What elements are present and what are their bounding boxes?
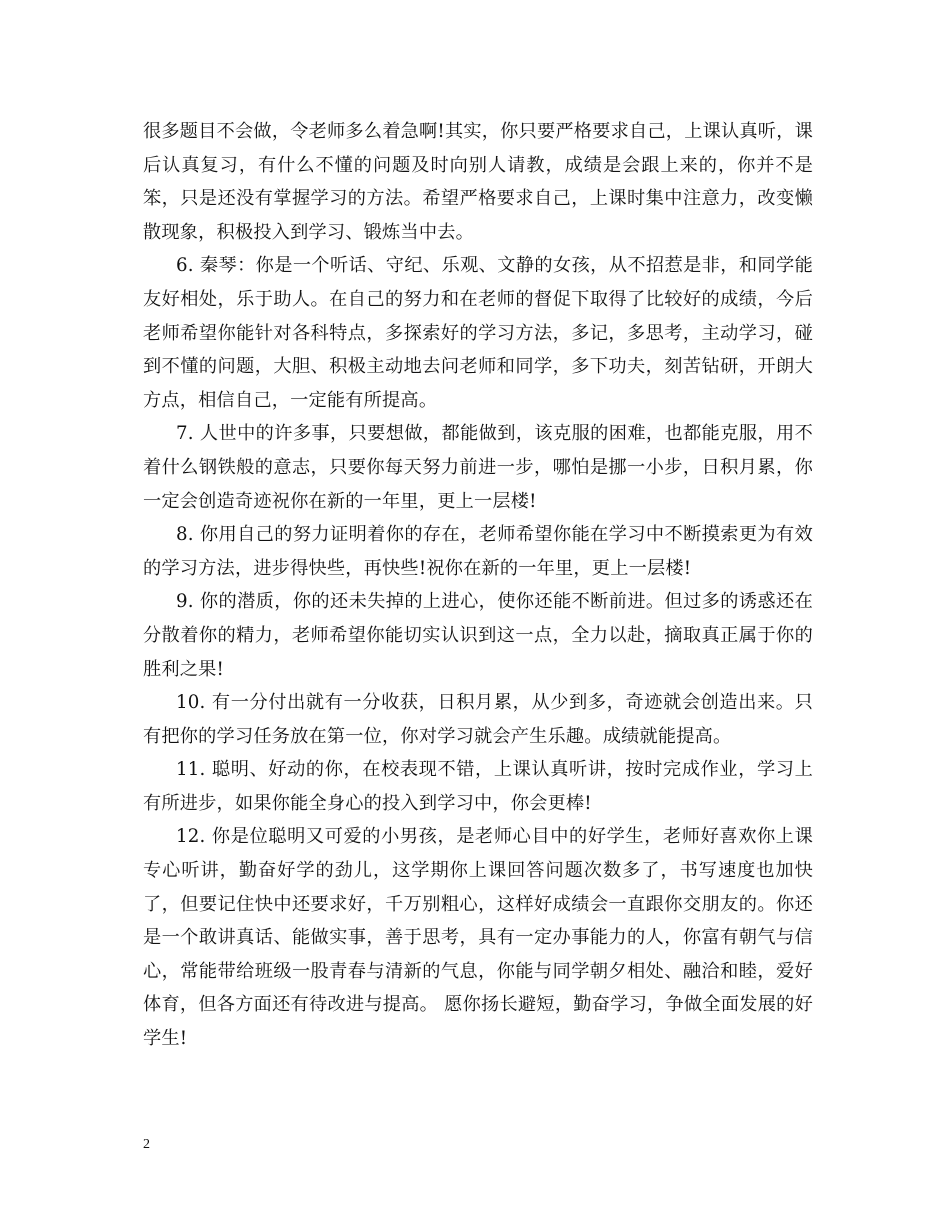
document-body [143, 115, 813, 1056]
paragraph-comment-11: 11. 聪明、好动的你，在校表现不错，上课认真听讲，按时完成作业，学习上有所进步，如果你能全身心的投入到学习中，你会更棒! [143, 759, 813, 814]
paragraph-comment-10: 10. 有一分付出就有一分收获，日积月累，从少到多，奇迹就会创造出来。只有把你的学习任务放在第一位，你对学习就会产生乐趣。成绩就能提高。 [143, 692, 813, 747]
paragraph-continuation: 很多题目不会做，令老师多么着急啊!其实，你只要严格要求自己，上课认真听，课后认真复习，有什么不懂的问题及时向别人请教，成绩是会跟上来的，你并不是笨，只是还没有掌握学习的方法。希望严格要求自己，上课时集中注意力，改变懒散现象，积极投入到学习、锻炼当中去。 [143, 121, 813, 243]
paragraph-comment-7: 7. 人世中的许多事，只要想做，都能做到，该克服的困难，也都能克服，用不着什么钢铁般的意志，只要你每天努力前进一步，哪怕是挪一小步，日积月累，你一定会创造奇迹祝你在新的一年里，更上一层楼! [143, 423, 813, 512]
paragraph-comment-6: 6. 秦琴：你是一个听话、守纪、乐观、文静的女孩，从不招惹是非，和同学能友好相处，乐于助人。在自己的努力和在老师的督促下取得了比较好的成绩，今后老师希望你能针对各科特点，多探索好的学习方法，多记，多思考，主动学习，碰到不懂的问题，大胆、积极主动地去问老师和同学，多下功夫，刻苦钻研，开朗大方点，相信自己，一定能有所提高。 [143, 255, 813, 411]
paragraph-comment-8: 8. 你用自己的努力证明着你的存在，老师希望你能在学习中不断摸索更为有效的学习方法，进步得快些，再快些!祝你在新的一年里，更上一层楼! [143, 524, 813, 579]
paragraph-comment-9: 9. 你的潜质，你的还未失掉的上进心，使你还能不断前进。但过多的诱惑还在分散着你的精力，老师希望你能切实认识到这一点，全力以赴，摘取真正属于你的胜利之果! [143, 591, 813, 680]
page-number: 2 [143, 1137, 150, 1152]
paragraph-comment-12: 12. 你是位聪明又可爱的小男孩，是老师心目中的好学生，老师好喜欢你上课专心听讲，勤奋好学的劲儿，这学期你上课回答问题次数多了，书写速度也加快了，但要记住快中还要求好，千万别粗心，这样好成绩会一直跟你交朋友的。你还是一个敢讲真话、能做实事，善于思考，具有一定办事能力的人，你富有朝气与信心，常能带给班级一股青春与清新的气息，你能与同学朝夕相处、融洽和睦，爱好体育，但各方面还有待改进与提高。 愿你扬长避短，勤奋学习，争做全面发展的好学生! [143, 826, 813, 1050]
